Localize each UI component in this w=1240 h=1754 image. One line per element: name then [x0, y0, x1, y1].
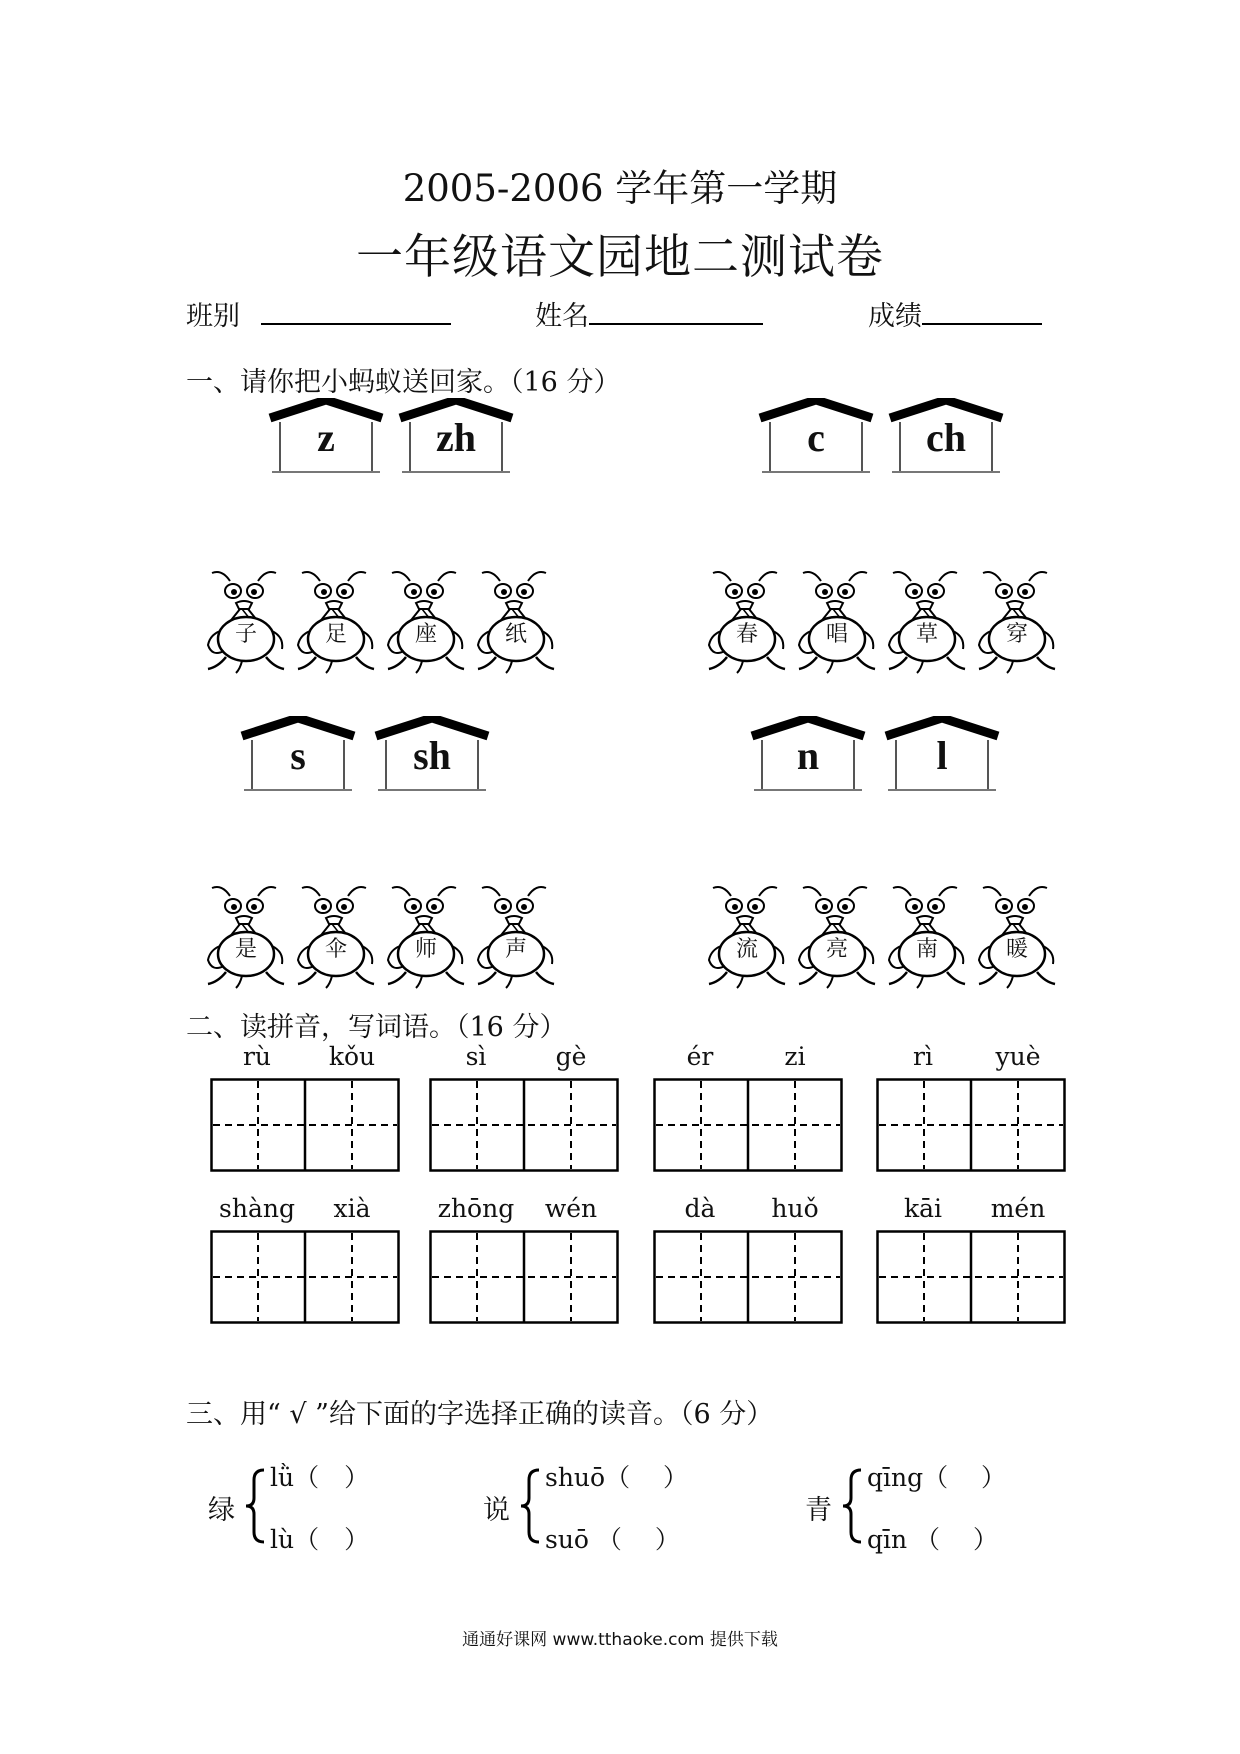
score-blank[interactable]: [922, 323, 1042, 325]
ant-character: 纸: [504, 622, 527, 647]
score-label: 成绩: [868, 301, 922, 332]
writing-grid[interactable]: [210, 1078, 400, 1172]
pinyin-syllable: rì: [913, 1042, 933, 1071]
ant-character: 声: [504, 937, 527, 962]
brace-icon: [517, 1466, 543, 1550]
ant-character: 穿: [1005, 622, 1028, 647]
name-blank[interactable]: [589, 323, 763, 325]
pinyin-syllable: yuè: [995, 1042, 1041, 1071]
house-row2-3: [882, 716, 1002, 796]
ant-row2-6[interactable]: [883, 880, 969, 990]
ant-row2-3[interactable]: [472, 880, 558, 990]
ant-character: 唱: [825, 622, 848, 647]
test-title: 一年级语文园地二测试卷: [356, 230, 884, 285]
house-row1-2: [756, 398, 876, 478]
ant-character: 草: [915, 622, 938, 647]
house-row2-2: [748, 716, 868, 796]
ant-row1-5[interactable]: [793, 565, 879, 675]
pinyin-syllable: ér: [686, 1042, 714, 1071]
house-label: c: [807, 415, 825, 460]
ant-row2-2[interactable]: [382, 880, 468, 990]
ant-row1-7[interactable]: [973, 565, 1059, 675]
ant-row2-1[interactable]: [292, 880, 378, 990]
house-row1-1: [396, 398, 516, 478]
pinyin-syllable: mén: [990, 1194, 1046, 1223]
semester-title: 2005-2006 学年第一学期: [402, 167, 838, 210]
ant-row2-4[interactable]: [703, 880, 789, 990]
house-label: sh: [413, 733, 451, 778]
ant-row1-3[interactable]: [472, 565, 558, 675]
pinyin-syllable: sì: [465, 1042, 487, 1071]
class-label: 班别: [186, 301, 240, 332]
section3-heading: 三、用“ √ ”给下面的字选择正确的读音。（6 分）: [186, 1399, 774, 1430]
ant-character: 足: [324, 622, 347, 647]
ant-row1-2[interactable]: [382, 565, 468, 675]
ant-character: 师: [414, 937, 437, 962]
ant-character: 流: [735, 937, 758, 962]
house-label: s: [290, 733, 306, 778]
ant-character: 暖: [1005, 937, 1028, 962]
house-row2-1: [372, 716, 492, 796]
pronunciation-option[interactable]: suō （ ）: [545, 1525, 680, 1554]
writing-grid[interactable]: [653, 1230, 843, 1324]
house-row1-3: [886, 398, 1006, 478]
ant-row2-0[interactable]: [202, 880, 288, 990]
pinyin-syllable: zhōng: [437, 1194, 515, 1223]
house-label: zh: [436, 415, 476, 460]
score-field: [868, 294, 1042, 333]
house-label: z: [317, 415, 335, 460]
name-label: 姓名: [535, 301, 589, 332]
writing-grid[interactable]: [210, 1230, 400, 1324]
ant-row1-4[interactable]: [703, 565, 789, 675]
target-character: 绿: [208, 1495, 235, 1526]
writing-grid[interactable]: [429, 1230, 619, 1324]
ant-character: 是: [234, 937, 257, 962]
ant-row1-0[interactable]: [202, 565, 288, 675]
house-label: l: [936, 733, 948, 778]
ant-character: 南: [915, 937, 938, 962]
pronunciation-option[interactable]: qīn （ ）: [867, 1525, 998, 1554]
writing-grid[interactable]: [876, 1078, 1066, 1172]
ant-row1-6[interactable]: [883, 565, 969, 675]
pinyin-syllable: dà: [684, 1194, 716, 1223]
section1-heading: 一、请你把小蚂蚁送回家。（16 分）: [186, 367, 621, 398]
ant-character: 春: [735, 622, 758, 647]
brace-icon: [242, 1466, 268, 1550]
house-row2-0: [238, 716, 358, 796]
writing-grid[interactable]: [876, 1230, 1066, 1324]
ant-character: 亮: [825, 937, 848, 962]
house-label: n: [796, 733, 820, 778]
house-row1-0: [266, 398, 386, 478]
name-field: [535, 294, 763, 333]
target-character: 说: [483, 1495, 510, 1526]
pinyin-syllable: shàng: [219, 1194, 295, 1223]
pinyin-syllable: zi: [784, 1042, 806, 1071]
target-character: 青: [805, 1495, 832, 1526]
ant-character: 座: [414, 622, 437, 647]
pinyin-syllable: rù: [242, 1042, 272, 1071]
pinyin-syllable: huǒ: [771, 1194, 819, 1223]
pronunciation-option[interactable]: qīng（ ）: [867, 1463, 1007, 1492]
writing-grid[interactable]: [653, 1078, 843, 1172]
ant-character: 子: [234, 622, 257, 647]
class-blank[interactable]: [261, 323, 451, 325]
class-field: [186, 294, 451, 333]
brace-icon: [839, 1466, 865, 1550]
house-label: ch: [926, 415, 966, 460]
ant-row1-1[interactable]: [292, 565, 378, 675]
pronunciation-option[interactable]: lù（ ）: [270, 1525, 370, 1554]
ant-row2-7[interactable]: [973, 880, 1059, 990]
pinyin-syllable: wén: [544, 1194, 598, 1223]
pinyin-syllable: kǒu: [328, 1042, 376, 1071]
writing-grid[interactable]: [429, 1078, 619, 1172]
pinyin-syllable: kāi: [903, 1194, 943, 1223]
pinyin-syllable: gè: [555, 1042, 587, 1071]
pronunciation-option[interactable]: lǜ（ ）: [270, 1463, 370, 1492]
ant-character: 伞: [324, 937, 347, 962]
pinyin-syllable: xià: [333, 1194, 371, 1223]
section2-heading: 二、读拼音，写词语。（16 分）: [186, 1012, 567, 1043]
pronunciation-option[interactable]: shuō（ ）: [545, 1463, 689, 1492]
ant-row2-5[interactable]: [793, 880, 879, 990]
footer-credit: 通通好课网 www.tthaoke.com 提供下载: [462, 1630, 778, 1650]
